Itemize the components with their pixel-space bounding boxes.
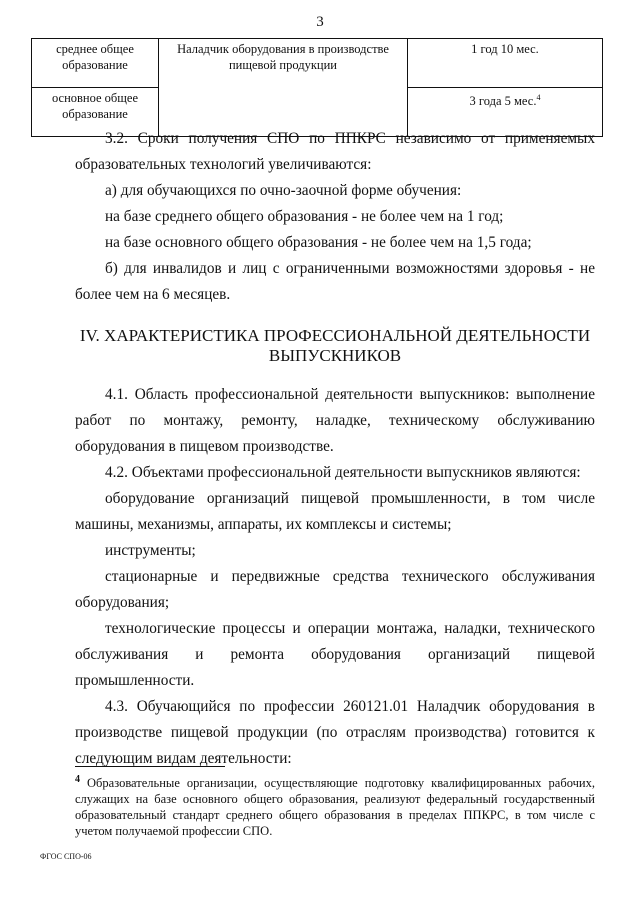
paragraph: инструменты; (105, 542, 196, 559)
paragraph: б) для инвалидов и лиц с ограниченными возможностями здоровья - не более чем на 6 месяцев. (75, 260, 595, 303)
term-basic-value: 3 года 5 мес. (469, 94, 537, 109)
footnote-ref: 4 (536, 93, 541, 102)
education-level-secondary: среднее общее образование (32, 39, 159, 88)
footnote-divider (75, 766, 225, 767)
page-number: 3 (316, 14, 324, 30)
footnote-text: Образовательные организации, осуществляющие подготовку квалифицированных рабочих, служащих на базе основного общего образования, реализуют федеральный государственный образовательный стандарт среднего общего образования в пределах ППКРС, в том числе с учетом получаемой профессии СПО. (75, 776, 595, 839)
document-code: ФГОС СПО-06 (40, 852, 92, 861)
education-level-basic: основное общее образование (32, 88, 159, 137)
paragraph: 4.2. Объектами профессиональной деятельности выпускников являются: (105, 464, 581, 481)
table-row (32, 39, 603, 88)
section-heading: IV. ХАРАКТЕРИСТИКА ПРОФЕССИОНАЛЬНОЙ ДЕЯТЕЛЬНОСТИ ВЫПУСКНИКОВ (79, 326, 591, 365)
paragraph: на базе основного общего образования - не более чем на 1,5 года; (105, 234, 532, 251)
paragraph: оборудование организаций пищевой промышленности, в том числе машины, механизмы, аппараты, их комплексы и системы; (75, 490, 595, 533)
duration-table (31, 38, 603, 137)
paragraph: а) для обучающихся по очно-заочной форме обучения: (105, 182, 462, 199)
paragraph: 4.1. Область профессиональной деятельности выпускников: выполнение работ по монтажу, ремонту, наладке, техническому обслуживанию оборудования в пищевом производстве. (75, 386, 595, 455)
paragraph: на базе среднего общего образования - не более чем на 1 год; (105, 208, 504, 225)
profession-name: Наладчик оборудования в производстве пищевой продукции (159, 39, 408, 137)
paragraph: стационарные и передвижные средства технического обслуживания оборудования; (75, 568, 595, 611)
paragraph: технологические процессы и операции монтажа, наладки, технического обслуживания и ремонта оборудования организаций пищевой промышленности. (75, 620, 595, 689)
paragraph: 4.3. Обучающийся по профессии 260121.01 Наладчик оборудования в производстве пищевой продукции (по отраслям производства) готовится к следующим видам деятельности: (75, 698, 595, 767)
term-secondary: 1 год 10 мес. (408, 39, 603, 88)
footnote-mark: 4 (75, 774, 80, 785)
paragraph: 3.2. Сроки получения СПО по ППКРС независимо от применяемых образовательных технологий увеличиваются: (75, 130, 595, 173)
footnote (75, 772, 595, 839)
document-body (75, 126, 595, 772)
